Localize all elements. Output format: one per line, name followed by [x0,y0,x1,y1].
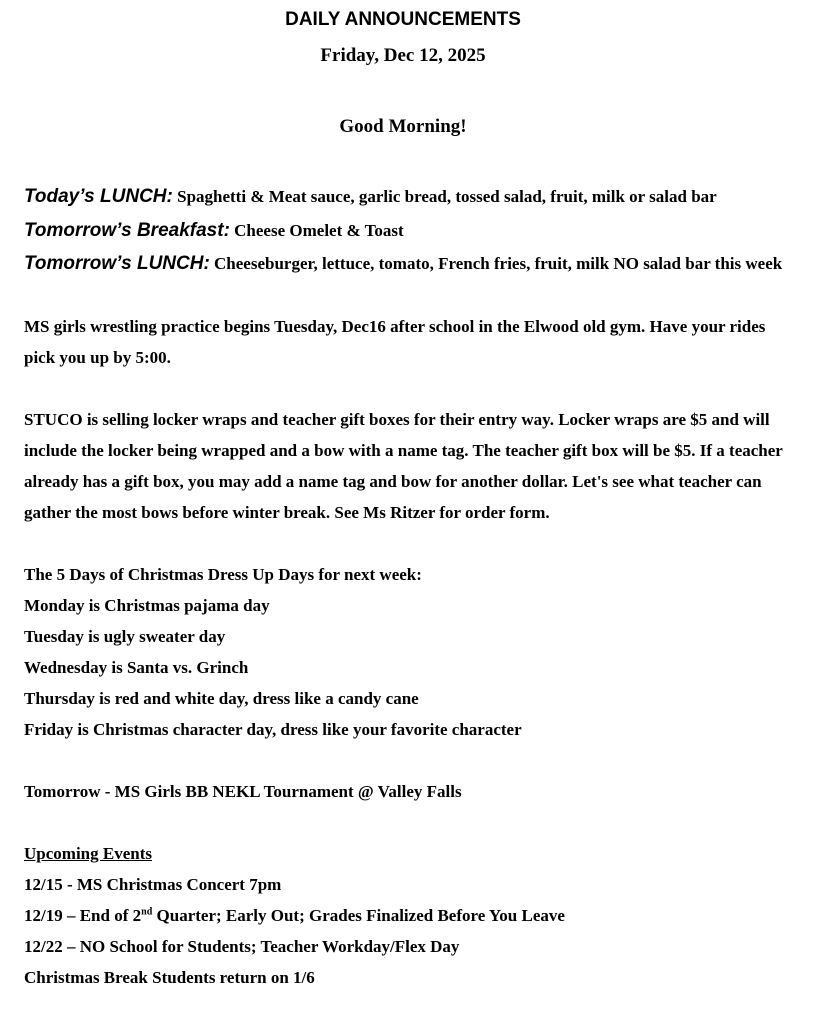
dress-up-wednesday: Wednesday is Santa vs. Grinch [24,658,249,677]
upcoming-events-heading: Upcoming Events [24,844,152,863]
today-lunch [24,180,794,214]
event-christmas-break: Christmas Break Students return on 1/6 [24,968,315,987]
today-lunch-text: Spaghetti & Meat sauce, garlic bread, tossed salad, fruit, milk or salad bar [172,187,717,206]
tomorrow-lunch-text: Cheeseburger, lettuce, tomato, French fries, fruit, milk NO salad bar this week [209,254,783,273]
dress-up-heading: The 5 Days of Christmas Dress Up Days for next week: [24,565,422,584]
tomorrow-breakfast [24,214,794,248]
event-no-school: 12/22 – NO School for Students; Teacher Workday/Flex Day [24,937,460,956]
tomorrow-breakfast-label: Tomorrow’s Breakfast: [24,220,230,241]
event-concert: 12/15 - MS Christmas Concert 7pm [24,875,282,894]
dress-up-monday: Monday is Christmas pajama day [24,596,270,615]
dress-up-tuesday: Tuesday is ugly sweater day [24,627,226,646]
tomorrow-breakfast-text: Cheese Omelet & Toast [229,221,404,240]
tomorrow-lunch-label: Tomorrow’s LUNCH: [24,253,210,274]
page-title: DAILY ANNOUNCEMENTS [285,9,521,30]
stuco-announcement: STUCO is selling locker wraps and teacher gift boxes for their entry way. Locker wraps are $5 and will include the locker being wrapped and a bow with a name tag. The teacher gift box will be $5. If a teacher already has a gift box, you may add a name tag and bow for another dollar. Let's see what teacher can gather the most bows before winter break. See Ms Ritzer for order form. [24,410,783,522]
end-quarter-prefix: 12/19 – End of 2 [24,906,142,925]
spacer [24,280,794,311]
today-lunch-label: Today’s LUNCH: [24,186,173,207]
spacer [24,745,794,776]
end-quarter-suffix: Quarter; Early Out; Grades Finalized Before You Leave [152,906,565,925]
spacer [24,373,794,404]
announcement-body [24,180,794,993]
spacer [24,528,794,559]
end-quarter-ordinal: nd [141,906,153,918]
wrestling-announcement: MS girls wrestling practice begins Tuesday, Dec16 after school in the Elwood old gym. Have your rides pick you up by 5:00. [24,317,766,367]
dress-up-thursday: Thursday is red and white day, dress like a candy cane [24,689,419,708]
greeting: Good Morning! [339,116,467,137]
tomorrow-lunch [24,248,794,280]
tomorrow-event: Tomorrow - MS Girls BB NEKL Tournament @ Valley Falls [24,782,462,801]
event-end-of-quarter [24,900,794,931]
dress-up-friday: Friday is Christmas character day, dress like your favorite character [24,720,522,739]
announcement-date: Friday, Dec 12, 2025 [320,45,486,66]
spacer [24,807,794,838]
